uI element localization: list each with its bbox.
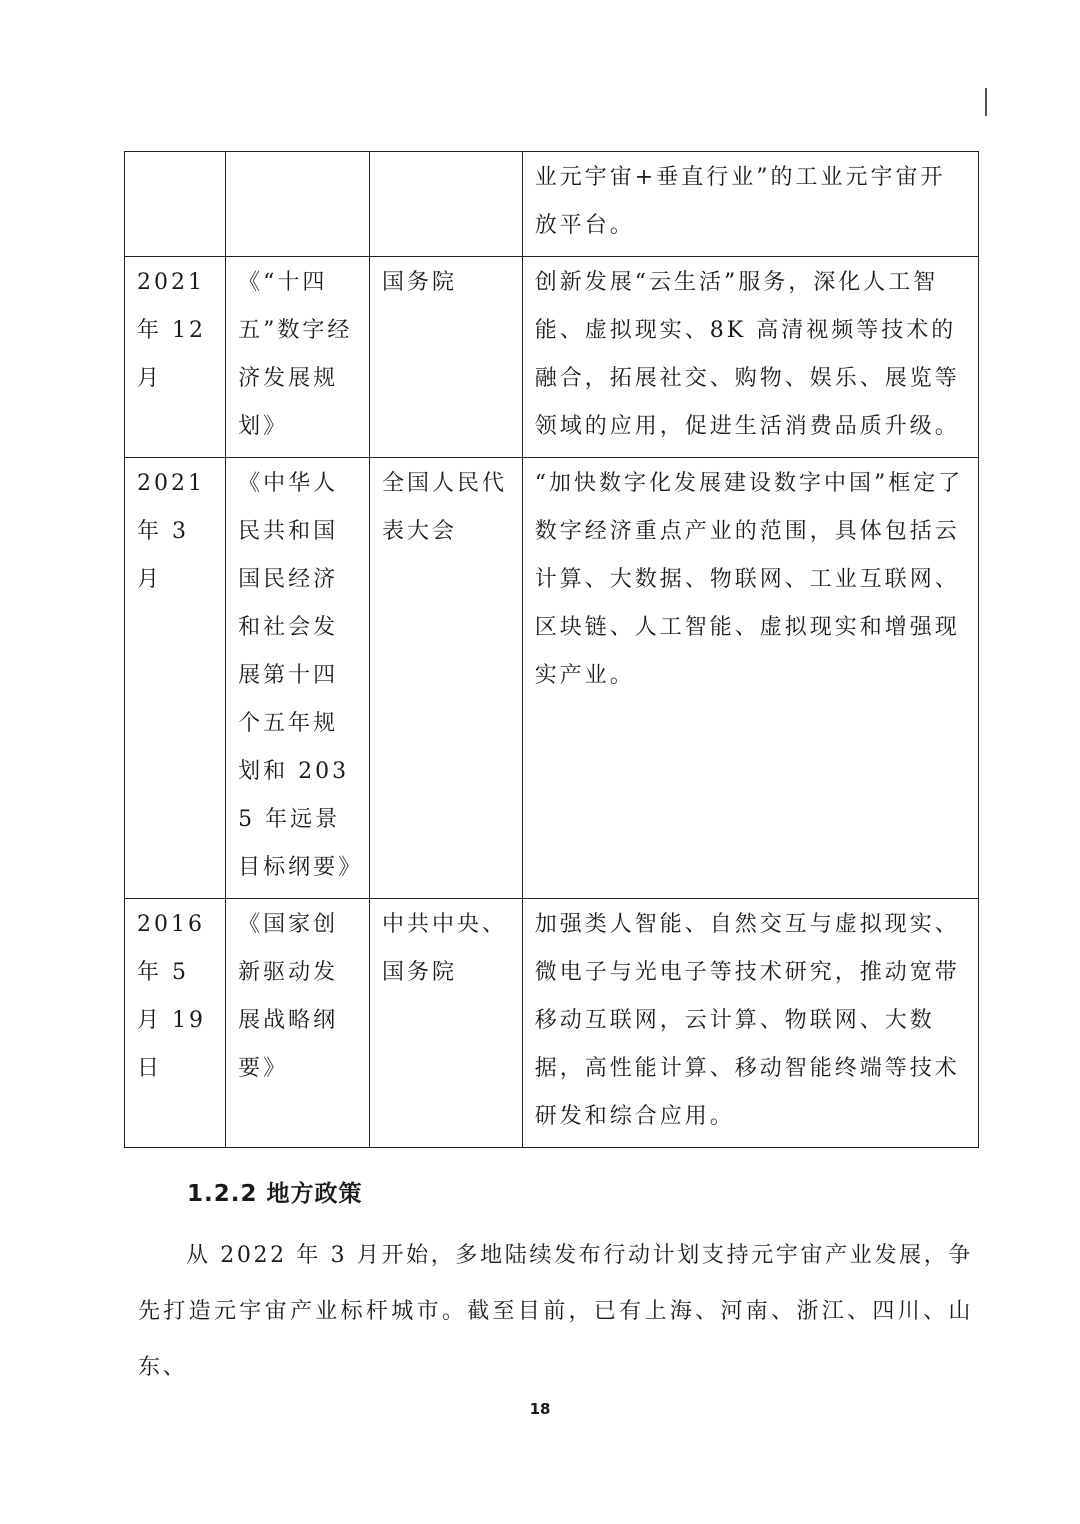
- content-cell: “加快数字化发展建设数字中国”框定了数字经济重点产业的范围，具体包括云计算、大数据、物联网、工业互联网、区块链、人工智能、虚拟现实和增强现实产业。: [522, 458, 978, 899]
- date-cell: 2016 年 5 月 19 日: [125, 899, 226, 1148]
- table-row: [125, 458, 979, 899]
- section-heading: 1.2.2 地方政策: [187, 1181, 363, 1207]
- content-cell: 创新发展“云生活”服务，深化人工智能、虚拟现实、8K 高清视频等技术的融合，拓展社交、购物、娱乐、展览等领域的应用，促进生活消费品质升级。: [522, 257, 978, 458]
- table-row: [125, 152, 979, 257]
- document-cell: [226, 152, 370, 257]
- body-paragraph: 从 2022 年 3 月开始，多地陆续发布行动计划支持元宇宙产业发展，争先打造元宇宙产业标杆城市。截至目前，已有上海、河南、浙江、四川、山东、: [138, 1243, 973, 1380]
- date-cell: [125, 152, 226, 257]
- date-cell: 2021 年 3 月: [125, 458, 226, 899]
- page-number: 18: [529, 1400, 551, 1418]
- date-cell: 2021 年 12 月: [125, 257, 226, 458]
- document-cell: 《国家创新驱动发展战略纲要》: [226, 899, 370, 1148]
- content-cell: 业元宇宙+垂直行业”的工业元宇宙开放平台。: [522, 152, 978, 257]
- table-row: [125, 899, 979, 1148]
- issuer-cell: 中共中央、国务院: [369, 899, 522, 1148]
- margin-mark: [985, 88, 987, 116]
- policy-table: [124, 151, 979, 1148]
- issuer-cell: 全国人民代表大会: [369, 458, 522, 899]
- issuer-cell: [369, 152, 522, 257]
- table-row: [125, 257, 979, 458]
- document-cell: 《“十四五”数字经济发展规划》: [226, 257, 370, 458]
- issuer-cell: 国务院: [369, 257, 522, 458]
- document-cell: 《中华人民共和国国民经济和社会发展第十四个五年规划和 2035 年远景目标纲要》: [226, 458, 370, 899]
- content-cell: 加强类人智能、自然交互与虚拟现实、微电子与光电子等技术研究，推动宽带移动互联网，云计算、物联网、大数据，高性能计算、移动智能终端等技术研发和综合应用。: [522, 899, 978, 1148]
